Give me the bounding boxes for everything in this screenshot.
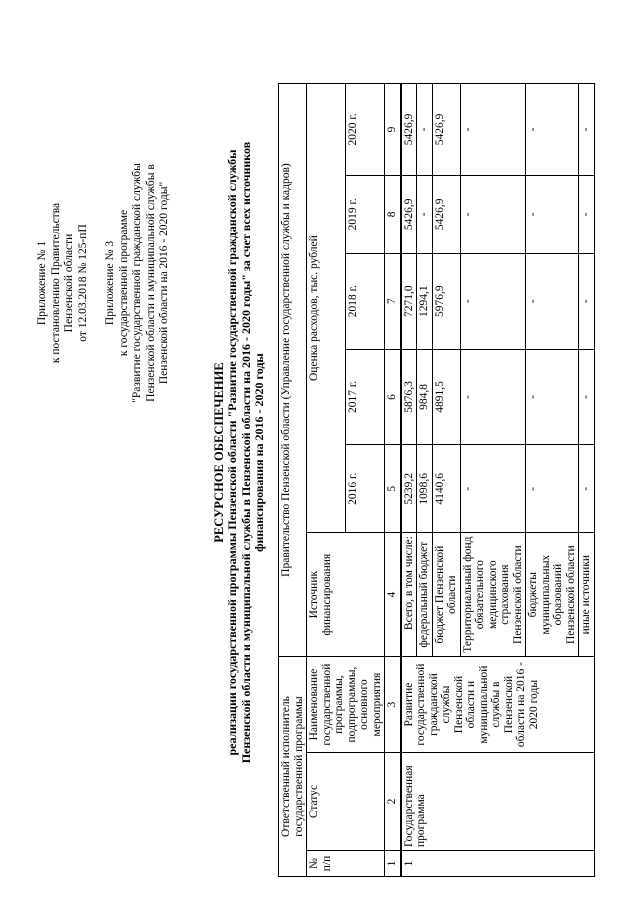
annex1-line: Пензенской области	[63, 233, 75, 333]
source-label: Территориальный фонд обязательного медицинского страхования Пензенской области	[460, 533, 526, 657]
annex3-line: к государственной программе	[117, 209, 130, 357]
value-cell: -	[460, 175, 526, 253]
column-number: 6	[385, 349, 401, 445]
year-header: 2020 г.	[346, 84, 385, 176]
column-number-row	[385, 84, 401, 877]
column-number: 4	[385, 533, 401, 657]
col-header-source: Источник финансирования	[307, 533, 385, 657]
value-cell: 5876,3	[401, 349, 417, 445]
value-cell: 4891,5	[432, 349, 460, 445]
col-header-status: Статус	[307, 753, 385, 851]
value-cell: -	[579, 84, 595, 176]
annex3-line: "Развитие государственной гражданской службы	[131, 163, 143, 403]
value-cell: -	[526, 349, 579, 445]
annex1-line: к постановлению Правительства	[49, 202, 62, 364]
annex1-title: Приложение № 1	[36, 240, 48, 326]
table-row	[401, 84, 417, 877]
column-number: 1	[385, 851, 401, 877]
value-cell: 4140,6	[432, 445, 460, 533]
value-cell: 5426,9	[432, 84, 460, 176]
value-cell: -	[417, 84, 433, 176]
source-label: иные источники	[579, 533, 595, 657]
value-cell: 7271,0	[401, 253, 417, 349]
value-cell: -	[526, 84, 579, 176]
value-cell: -	[460, 445, 526, 533]
value-cell: 5426,9	[401, 175, 417, 253]
source-label: Всего, в том числе:	[401, 533, 417, 657]
year-header: 2019 г.	[346, 175, 385, 253]
year-header: 2018 г.	[346, 253, 385, 349]
value-cell: -	[579, 175, 595, 253]
column-number: 5	[385, 445, 401, 533]
responsible-header: Ответственный исполнитель государственной программы	[279, 657, 307, 877]
column-number: 2	[385, 753, 401, 851]
row-program-name: Развитие государственной гражданской службы Пензенской области и муниципальной службы в Пензенской области на 2016 - 2020 годы	[401, 657, 595, 753]
annex3-line: Пензенской области и муниципальной службы в	[144, 164, 157, 402]
column-number: 3	[385, 657, 401, 753]
row-status: Государственная программа	[401, 753, 595, 851]
title-main: РЕСУРСНОЕ ОБЕСПЕЧЕНИЕ	[212, 362, 226, 543]
value-cell: 5426,9	[401, 84, 417, 176]
value-cell: -	[579, 445, 595, 533]
value-cell: -	[460, 349, 526, 445]
value-cell: -	[460, 84, 526, 176]
value-cell: 984,8	[417, 349, 433, 445]
header-row	[307, 84, 346, 877]
approval-block	[36, 118, 172, 448]
col-header-estimate: Оценка расходов, тыс. рублей	[307, 84, 346, 533]
source-label: бюджеты муниципальных образований Пензенской области	[526, 533, 579, 657]
annex1-line: от 12.03.2018 № 125-пП	[76, 224, 89, 342]
value-cell: 1098,6	[417, 445, 433, 533]
column-number: 7	[385, 253, 401, 349]
source-label: федеральный бюджет	[417, 533, 433, 657]
row-number: 1	[401, 851, 595, 877]
document-title	[212, 0, 267, 905]
source-label: бюджет Пензенской области	[432, 533, 460, 657]
value-cell: 5976,9	[432, 253, 460, 349]
value-cell: -	[579, 253, 595, 349]
value-cell: -	[526, 445, 579, 533]
spacer	[90, 118, 104, 448]
year-header: 2017 г.	[346, 349, 385, 445]
annex3-line: Пензенской области на 2016 - 2020 годы"	[158, 181, 170, 385]
value-cell: 5426,9	[432, 175, 460, 253]
annex3-title: Приложение № 3	[104, 240, 116, 326]
value-cell: -	[526, 175, 579, 253]
value-cell: 1294,1	[417, 253, 433, 349]
responsible-row	[279, 84, 307, 877]
responsible-value: Правительство Пензенской области (Управление государственной службы и кадров)	[279, 84, 307, 657]
value-cell: -	[460, 253, 526, 349]
value-cell: 5239,2	[401, 445, 417, 533]
value-cell: -	[417, 175, 433, 253]
column-number: 8	[385, 175, 401, 253]
resource-table	[278, 83, 595, 877]
value-cell: -	[579, 349, 595, 445]
title-subtitle: реализации государственной программы Пензенской области "Развитие государственной гражданской службы Пензенской области и муниципальной службы в Пензенской области на 2016 - 2020 годы" за счет всех источников финансирования на 2016 - 2020 годы	[225, 141, 266, 764]
col-header-name: Наименование государственной программы, подпрограммы, основного мероприятия	[307, 657, 385, 753]
year-header: 2016 г.	[346, 445, 385, 533]
value-cell: -	[526, 253, 579, 349]
col-header-no: № п/п	[307, 851, 385, 877]
column-number: 9	[385, 84, 401, 176]
